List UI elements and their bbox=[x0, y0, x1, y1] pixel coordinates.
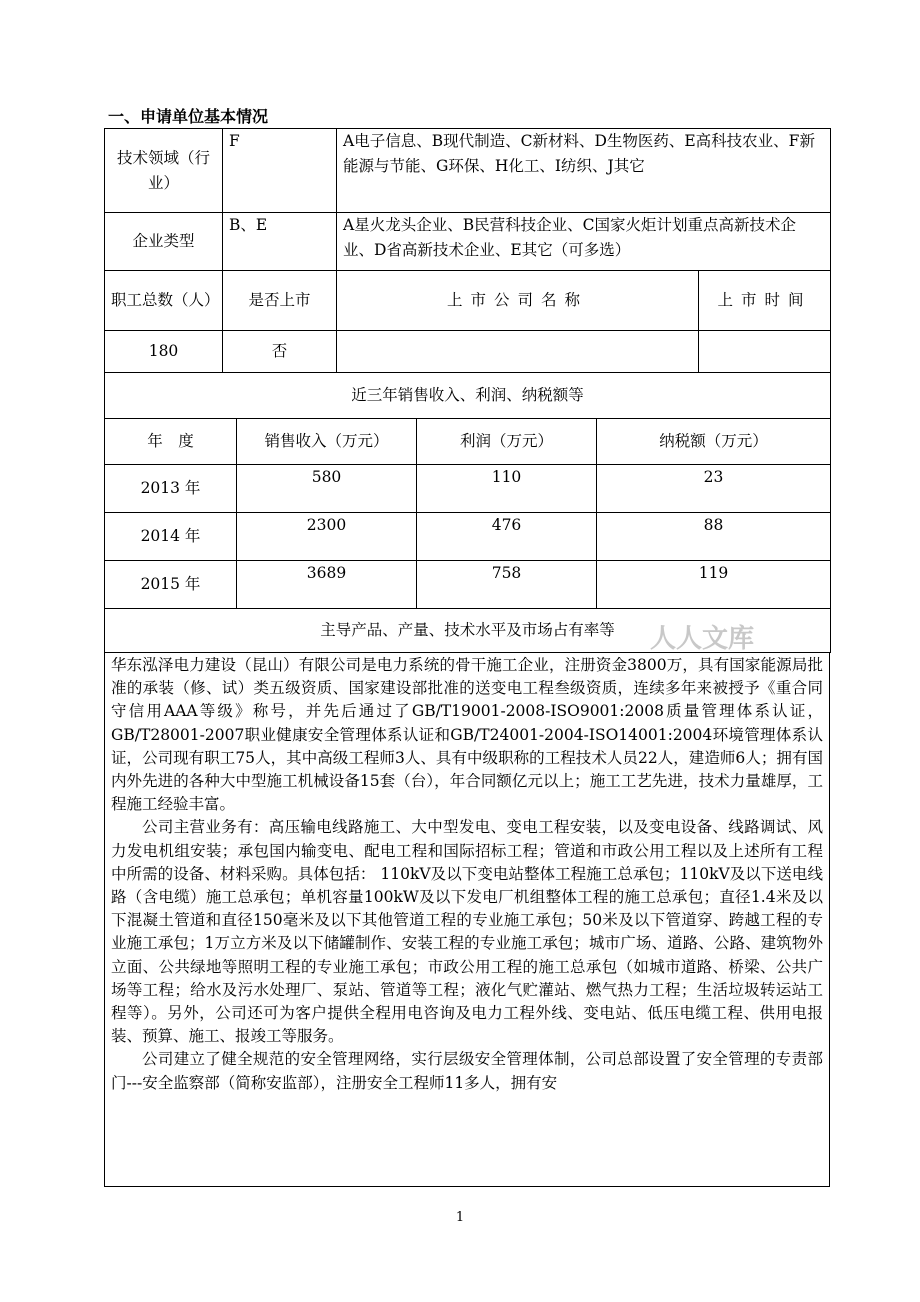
enterprise-type-row bbox=[105, 213, 831, 271]
paragraph: 公司主营业务有：高压输电线路施工、大中型发电、变电工程安装，以及变电设备、线路调试、风力发电机组安装；承包国内输变电、配电工程和国际招标工程；管道和市政公用工程以及上述所有工程中所需的设备、材料采购。具体包括： 110kV及以下变电站整体工程施工总承包；110kV及以下送电线路（含电缆）施工总承包；单机容量100kW及以下发电厂机组整体工程的施工总承包；直径1.4米及以下混凝土管道和直径150毫米及以下其他管道工程的专业施工承包；50米及以下管道穿、跨越工程的专业施工承包；1万立方米及以下储罐制作、安装工程的专业施工承包；城市广场、道路、公路、建筑物外立面、公共绿地等照明工程的专业施工承包；市政公用工程的施工总承包（如城市道路、桥梁、公共广场等工程；给水及污水处理厂、泵站、管道等工程；液化气贮灌站、燃气热力工程；生活垃圾转运站工程等）。另外，公司还可为客户提供全程用电咨询及电力工程外线、变电站、低压电缆工程、供用电报装、预算、施工、报竣工等服务。 bbox=[111, 818, 823, 1046]
staff-header-row bbox=[105, 271, 831, 331]
revenue-header: 销售收入（万元） bbox=[237, 419, 417, 465]
section-title: 一、申请单位基本情况 bbox=[108, 107, 269, 126]
enterprise-type-options: A星火龙头企业、B民营科技企业、C国家火炬计划重点高新技术企业、D省高新技术企业、E其它（可多选） bbox=[337, 213, 831, 271]
staff-table bbox=[104, 270, 831, 373]
enterprise-type-value: B、E bbox=[223, 213, 337, 271]
sales-table bbox=[104, 372, 831, 653]
employees-value: 180 bbox=[105, 331, 223, 373]
tech-field-value: F bbox=[223, 129, 337, 213]
tech-field-label: 技术领域（行业） bbox=[105, 129, 223, 213]
year-cell: 2013 年 bbox=[105, 465, 237, 513]
listed-header: 是否上市 bbox=[223, 271, 337, 331]
revenue-cell: 580 bbox=[237, 465, 417, 513]
sales-header-row bbox=[105, 419, 831, 465]
table-row bbox=[105, 561, 831, 609]
sales-title-row bbox=[105, 373, 831, 419]
sales-title: 近三年销售收入、利润、纳税额等 bbox=[105, 373, 831, 419]
profit-cell: 758 bbox=[417, 561, 597, 609]
listed-value: 否 bbox=[223, 331, 337, 373]
company-name-header: 上市公司名称 bbox=[337, 271, 699, 331]
tax-header: 纳税额（万元） bbox=[597, 419, 831, 465]
tech-field-options: A电子信息、B现代制造、C新材料、D生物医药、E高科技农业、F新能源与节能、G环保、H化工、I纺织、J其它 bbox=[337, 129, 831, 213]
table-row bbox=[105, 513, 831, 561]
products-title: 主导产品、产量、技术水平及市场占有率等 bbox=[105, 609, 831, 653]
listing-time-value bbox=[699, 331, 831, 373]
products-description bbox=[104, 652, 830, 1187]
tax-cell: 88 bbox=[597, 513, 831, 561]
basic-info-table bbox=[104, 128, 831, 271]
year-cell: 2015 年 bbox=[105, 561, 237, 609]
paragraph: 公司建立了健全规范的安全管理网络，实行层级安全管理体制，公司总部设置了安全管理的专责部门---安全监察部（简称安监部），注册安全工程师11多人，拥有安 bbox=[111, 1050, 823, 1092]
revenue-cell: 3689 bbox=[237, 561, 417, 609]
watermark: 人人文库 bbox=[650, 624, 755, 654]
year-header: 年 度 bbox=[105, 419, 237, 465]
enterprise-type-label: 企业类型 bbox=[105, 213, 223, 271]
company-name-value bbox=[337, 331, 699, 373]
employees-header: 职工总数（人） bbox=[105, 271, 223, 331]
table-row bbox=[105, 465, 831, 513]
profit-cell: 476 bbox=[417, 513, 597, 561]
tax-cell: 119 bbox=[597, 561, 831, 609]
page-number: 1 bbox=[455, 1210, 465, 1225]
tech-field-row bbox=[105, 129, 831, 213]
paragraph: 华东泓泽电力建设（昆山）有限公司是电力系统的骨干施工企业，注册资金3800万，具有国家能源局批准的承装（修、试）类五级资质、国家建设部批准的送变电工程叁级资质，连续多年来被授予《重合同守信用AAA等级》称号，并先后通过了GB/T19001-2008-ISO9001:2008质量管理体系认证， GB/T28001-2007职业健康安全管理体系认证和GB/T24001-2004-ISO14001:2004环境管理体系认证，公司现有职工75人，其中高级工程师3人、具有中级职称的工程技术人员22人，建造师6人；拥有国内外先进的各种大中型施工机械设备15套（台），年合同额亿元以上；施工工艺先进，技术力量雄厚，工程施工经验丰富。 bbox=[111, 656, 823, 814]
revenue-cell: 2300 bbox=[237, 513, 417, 561]
staff-value-row bbox=[105, 331, 831, 373]
listing-time-header: 上市时间 bbox=[699, 271, 831, 331]
tax-cell: 23 bbox=[597, 465, 831, 513]
year-cell: 2014 年 bbox=[105, 513, 237, 561]
profit-header: 利润（万元） bbox=[417, 419, 597, 465]
profit-cell: 110 bbox=[417, 465, 597, 513]
